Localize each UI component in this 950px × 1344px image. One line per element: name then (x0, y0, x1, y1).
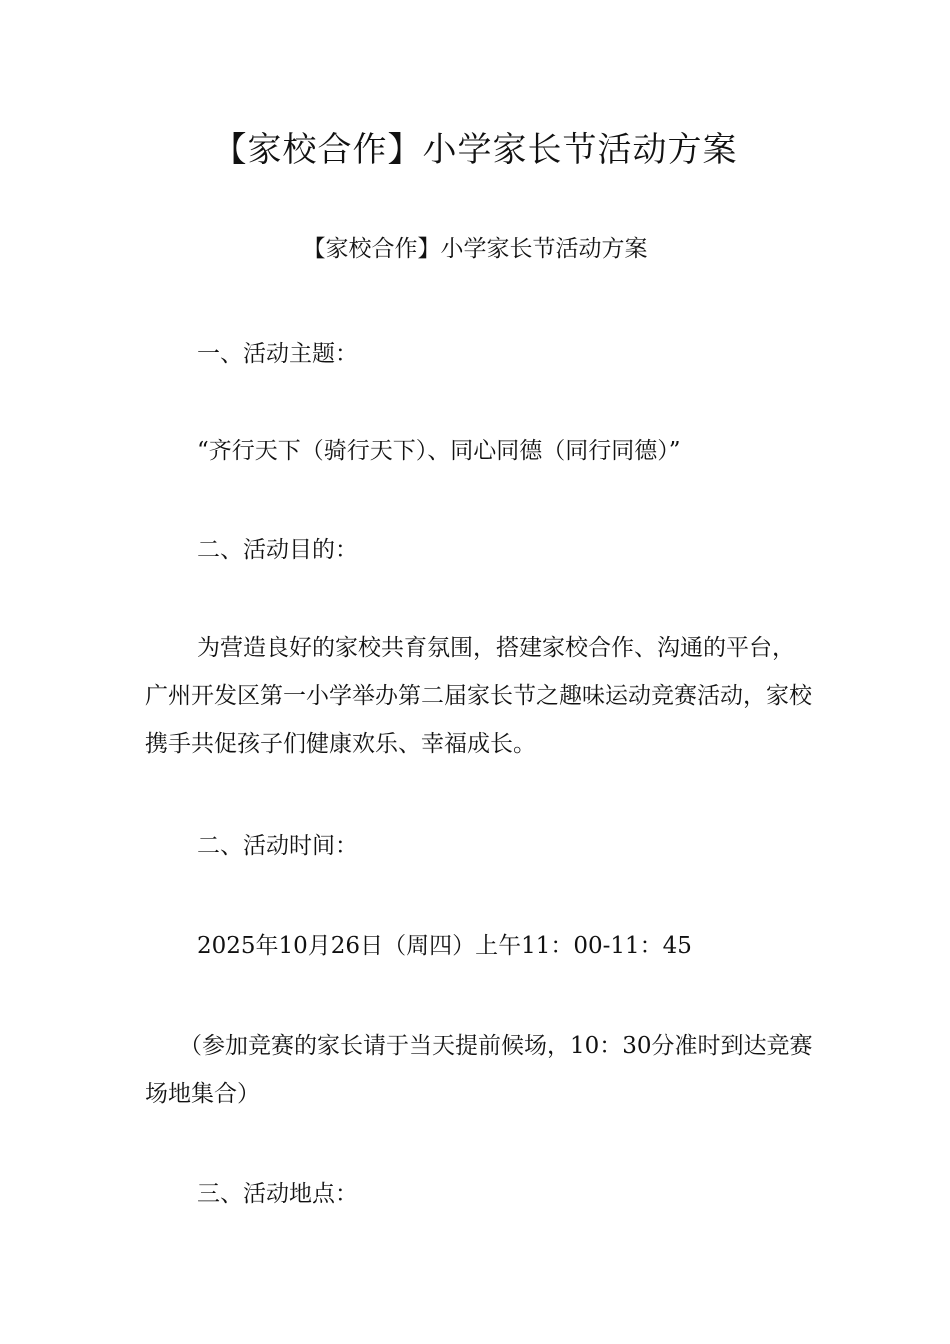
theme-text: “齐行天下（骑行天下）、同心同德（同行同德）” (197, 438, 681, 464)
time-text: 2025年10月26日（周四）上午11：00-11：45 (197, 933, 692, 959)
section-heading-purpose: 二、活动目的： (197, 537, 358, 563)
time-note: （参加竞赛的家长请于当天提前候场，10：30分准时到达竞赛场地集合） (145, 1033, 813, 1107)
section-heading-theme: 一、活动主题： (197, 341, 358, 367)
section-heading-time: 二、活动时间： (197, 833, 358, 859)
document-subtitle: 【家校合作】小学家长节活动方案 (302, 236, 648, 262)
purpose-text: 为营造良好的家校共育氛围，搭建家校合作、沟通的平台，广州开发区第一小学举办第二届家长节之趣味运动竞赛活动，家校携手共促孩子们健康欢乐、幸福成长。 (145, 635, 812, 757)
section-heading-place: 三、活动地点： (197, 1181, 358, 1207)
document-title: 【家校合作】小学家长节活动方案 (212, 130, 738, 170)
